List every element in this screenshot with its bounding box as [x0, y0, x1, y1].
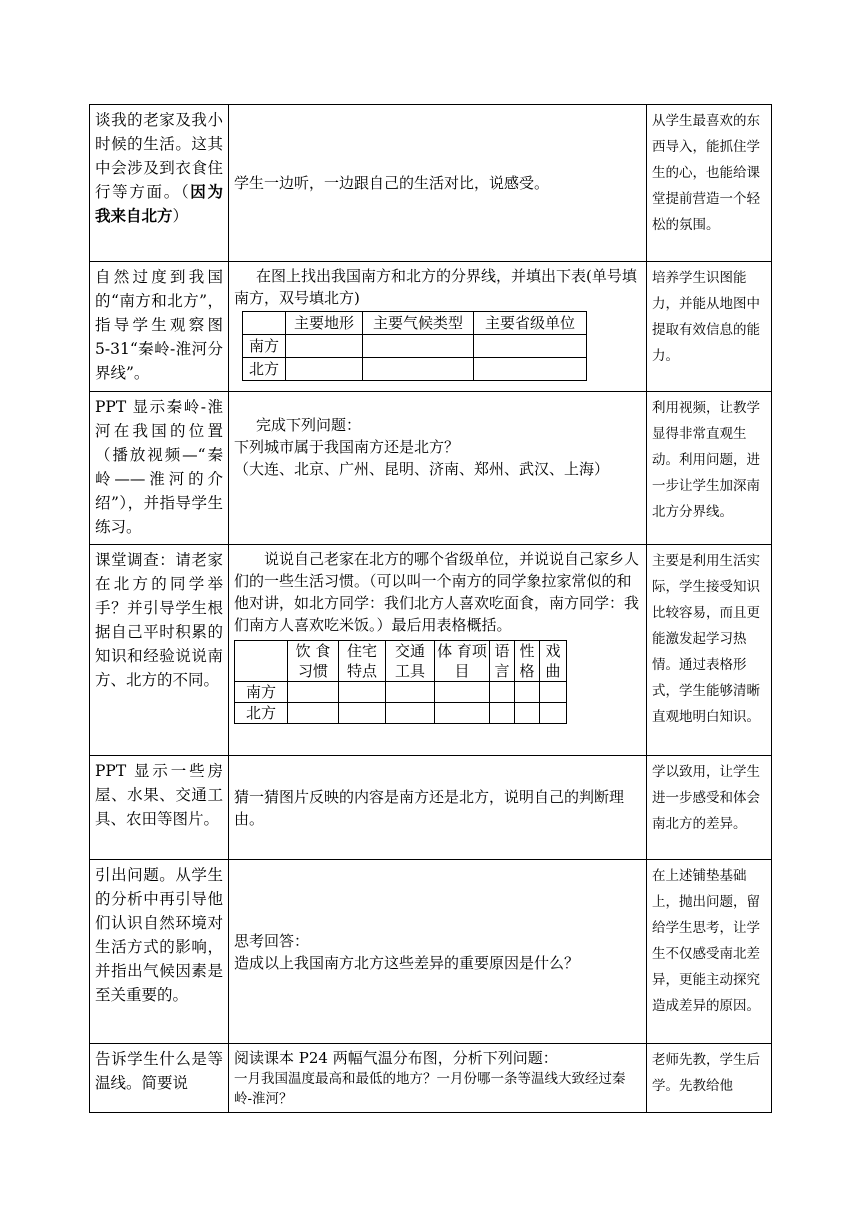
compare-table-cell — [540, 682, 567, 703]
teacher-activity-text: PPT 显示秦岭-淮河在我国的位置（播放视频—“秦岭——淮河的介绍”），并指导学生练习。 — [95, 398, 223, 536]
design-intent-text: 学以致用，让学生进一步感受和体会南北方的差异。 — [652, 764, 760, 832]
table-row — [90, 545, 772, 756]
design-intent-text: 利用视频，让教学显得非常直观生动。利用问题，进一步让学生加深南北方分界线。 — [652, 400, 760, 520]
teacher-activity-cell — [90, 756, 229, 860]
student-activity-cell — [229, 262, 647, 392]
student-activity-cell — [229, 392, 647, 545]
fill-table-row-label: 北方 — [243, 358, 286, 381]
fill-table-cell — [286, 358, 363, 381]
student-activity-cell — [229, 756, 647, 860]
compare-table-cell — [339, 703, 386, 724]
teacher-activity-text: 课堂调查：请老家在北方的同学举手？并引导学生根据自己平时积累的知识和经验说说南方、北方的不同。 — [95, 551, 223, 689]
table-row — [90, 1044, 772, 1113]
student-activity-text: 猜一猜图片反映的内容是南方还是北方，说明自己的判断理由。 — [234, 787, 625, 828]
design-intent-cell — [647, 392, 772, 545]
compare-table-header: 住宅特点 — [339, 641, 386, 682]
compare-table-row-label: 北方 — [235, 703, 288, 724]
table-row — [90, 756, 772, 860]
teacher-activity-tail: ） — [172, 207, 189, 225]
lifestyle-compare-table — [234, 640, 567, 724]
compare-table-cell — [490, 682, 515, 703]
fill-table-header — [243, 312, 286, 335]
student-activity-cell — [229, 860, 647, 1044]
teacher-activity-text: PPT 显示一些房屋、水果、交通工具、农田等图片。 — [95, 762, 223, 828]
design-intent-cell — [647, 545, 772, 756]
design-intent-text: 在上述铺垫基础上，抛出问题，留给学生思考，让学生不仅感受南北差异，更能主动探究造成差异的原因。 — [652, 868, 760, 1014]
fill-table-cell — [474, 335, 587, 358]
design-intent-text: 老师先教，学生后学。先教给他 — [652, 1052, 760, 1094]
compare-table-header-row — [235, 641, 567, 682]
student-activity-line: 一月我国温度最高和最低的地方？一月份哪一条等温线大致经过秦岭-淮河？ — [234, 1071, 626, 1107]
compare-table-row — [235, 703, 567, 724]
teacher-activity-text: 自然过度到我国的“南方和北方”，指导学生观察图 5-31“秦岭-淮河分界线”。 — [95, 268, 223, 382]
student-activity-cell — [229, 1044, 647, 1113]
student-activity-text: 在图上找出我国南方和北方的分界线，并填出下表(单号填南方，双号填北方) — [234, 267, 637, 307]
design-intent-cell — [647, 1044, 772, 1113]
design-intent-cell — [647, 262, 772, 392]
compare-table-header: 饮 食习惯 — [288, 641, 339, 682]
fill-table-cell — [363, 335, 474, 358]
teacher-activity-cell — [90, 262, 229, 392]
compare-table-row-label: 南方 — [235, 682, 288, 703]
compare-table-header: 交通工具 — [386, 641, 435, 682]
teacher-activity-cell — [90, 545, 229, 756]
teacher-activity-bold: 因为我来自北方 — [95, 182, 223, 225]
compare-table-cell — [515, 682, 540, 703]
table-row — [90, 392, 772, 545]
teacher-activity-text: 谈我的老家及我小时候的生活。这其中会涉及到衣食住行等方面。（ — [95, 111, 223, 201]
compare-table-header — [235, 641, 288, 682]
compare-table-cell — [540, 703, 567, 724]
design-intent-cell — [647, 105, 772, 262]
table-row — [90, 262, 772, 392]
teacher-activity-cell — [90, 860, 229, 1044]
compare-table-cell — [339, 682, 386, 703]
teacher-activity-text: 引出问题。从学生的分析中再引导他们认识自然环境对生活方式的影响，并指出气候因素是至关重要的。 — [95, 866, 223, 1004]
compare-table-cell — [288, 703, 339, 724]
compare-table-cell — [435, 703, 490, 724]
fill-table-cell — [286, 335, 363, 358]
compare-table-cell — [515, 703, 540, 724]
fill-table-row — [243, 335, 587, 358]
lesson-plan-table — [89, 104, 772, 1113]
student-activity-line: 下列城市属于我国南方还是北方？ — [234, 438, 460, 456]
lesson-plan-page — [89, 104, 771, 1113]
compare-table-cell — [386, 703, 435, 724]
student-activity-line: 造成以上我国南方北方这些差异的重要原因是什么？ — [234, 953, 580, 972]
student-activity-text: 说说自己老家在北方的哪个省级单位，并说说自己家乡人们的一些生活习惯。（可以叫一个南方的同学象拉家常似的和他对讲，如北方同学：我们北方人喜欢吃面食，南方同学：我们南方人喜欢吃米饭。）最后用表格概括。 — [234, 550, 640, 634]
design-intent-cell — [647, 860, 772, 1044]
fill-table-cell — [474, 358, 587, 381]
compare-table-header: 体 育项目 — [435, 641, 490, 682]
fill-table-header: 主要气候类型 — [363, 312, 474, 335]
compare-table-header: 性格 — [515, 641, 540, 682]
fill-table-header-row — [243, 312, 587, 335]
north-south-fill-table — [242, 311, 587, 381]
design-intent-text: 主要是利用生活实际，学生接受知识比较容易，而且更能激发起学习热情。通过表格形式，学生能够清晰直观地明白知识。 — [652, 553, 760, 725]
compare-table-cell — [288, 682, 339, 703]
compare-table-cell — [386, 682, 435, 703]
teacher-activity-cell — [90, 392, 229, 545]
fill-table-header: 主要地形 — [286, 312, 363, 335]
design-intent-text: 从学生最喜欢的东西导入，能抓住学生的心，也能给课堂提前营造一个轻松的氛围。 — [652, 113, 760, 233]
teacher-activity-cell — [90, 1044, 229, 1113]
student-activity-cell — [229, 105, 647, 262]
compare-table-header: 戏曲 — [540, 641, 567, 682]
student-activity-cell — [229, 545, 647, 756]
student-activity-text: 学生一边听，一边跟自己的生活对比，说感受。 — [234, 174, 550, 192]
compare-table-row — [235, 682, 567, 703]
teacher-activity-text: 告诉学生什么是等温线。简要说 — [95, 1050, 223, 1092]
compare-table-cell — [490, 703, 515, 724]
student-activity-line: 思考回答： — [234, 931, 310, 950]
table-row — [90, 105, 772, 262]
fill-table-row-label: 南方 — [243, 335, 286, 358]
student-activity-line: 阅读课本 P24 两幅气温分布图，分析下列问题： — [234, 1049, 558, 1067]
table-row — [90, 860, 772, 1044]
fill-table-row — [243, 358, 587, 381]
design-intent-text: 培养学生识图能力，并能从地图中提取有效信息的能力。 — [652, 270, 760, 364]
compare-table-header: 语言 — [490, 641, 515, 682]
teacher-activity-cell — [90, 105, 229, 262]
compare-table-cell — [435, 682, 490, 703]
student-activity-line: （大连、北京、广州、昆明、济南、郑州、武汉、上海） — [234, 460, 610, 478]
student-activity-line: 完成下列问题： — [256, 416, 362, 434]
fill-table-cell — [363, 358, 474, 381]
design-intent-cell — [647, 756, 772, 860]
fill-table-header: 主要省级单位 — [474, 312, 587, 335]
